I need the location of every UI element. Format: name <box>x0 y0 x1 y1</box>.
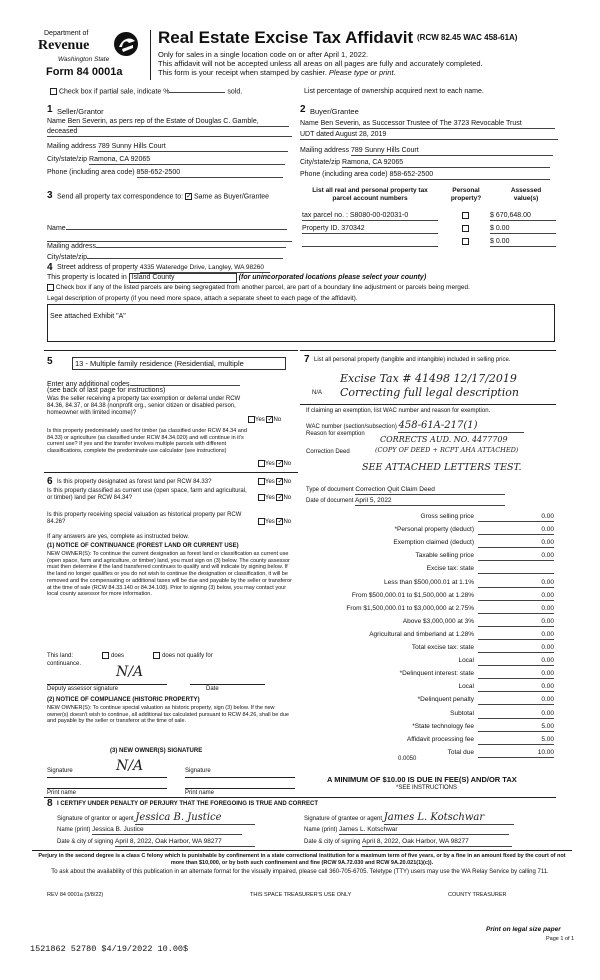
grantee-name-row: Name (print) James L. Kotschwar <box>304 826 509 835</box>
seller-phone-field[interactable]: 858-652-2500 <box>137 169 283 178</box>
q-exemption: Was the seller receiving a property tax exemption or deferral under RCW 84.36, 84.37, or 84.38 (nonprofit org., senior citizen or disabled person, homeowner with limited income)? <box>47 396 241 417</box>
tax-line-value[interactable] <box>478 565 554 574</box>
header-sub3: This form is your receipt when stamped by cashier. Please type or print. <box>158 68 396 77</box>
parcels-col2-header: Personal property? <box>450 187 482 202</box>
q-forest-yesno: Yes ✓ No <box>258 478 291 486</box>
additional-codes-field[interactable] <box>130 378 240 386</box>
section-8-heading: I CERTIFY UNDER PENALTY OF PERJURY THAT THE FOREGOING IS TRUE AND CORRECT <box>57 801 319 807</box>
revenue-label: Revenue <box>38 38 90 53</box>
continuance-label: continuance. <box>47 661 82 667</box>
tax-line-label: From $500,000.01 to $1,500,000 at 1.28% <box>351 591 474 599</box>
tax-line-label: Total due <box>447 748 474 756</box>
tax-line-label: Local <box>458 683 474 691</box>
tax-line-label: Gross selling price <box>420 513 474 520</box>
tax-line-row <box>300 616 556 629</box>
q-exemption-yesno: Yes ✓ No <box>248 416 281 424</box>
tax-line-label: *Delinquent penalty <box>417 696 474 704</box>
print-legal-note: Print on legal size paper <box>486 926 561 933</box>
notice1-title: (1) NOTICE OF CONTINUANCE (FOREST LAND OR CURRENT USE) <box>47 543 239 549</box>
see-instructions: *SEE INSTRUCTIONS <box>396 785 458 791</box>
rev-number: REV 84 0001a (3/8/22) <box>47 892 104 898</box>
tax-line-label: Taxable selling price <box>415 552 474 560</box>
q-forest-yes[interactable] <box>258 478 265 485</box>
buyer-phone-row: Phone (including area code) 858-652-2500 <box>300 171 558 180</box>
section-3-number: 3 <box>47 190 53 201</box>
corr-city-field[interactable] <box>87 251 283 259</box>
tax-line-label: Above $3,000,000 at 3% <box>402 617 474 625</box>
tax-line-value[interactable]: 0.00 <box>478 539 554 548</box>
parcel-row-2-value[interactable]: $ 0.00 <box>490 225 556 234</box>
notice1-text: NEW OWNER(S): To continue the current designation as forest land or classification as current use (open space, farm and agriculture, or timber) land, you must sign on (3) below. The county assessor must then determine if the land transferred continues to qualify and will indicate by signing below. If the land no longer qualifies or you do not wish to continue the designation or classification, it will be removed and the compensating or additional taxes will be due and payable by the seller or transferor at the time of sale (RCW 84.33.140 or 84.34.108). Prior to signing (3) below, you may contact your local county assessor for more information. <box>47 551 292 598</box>
tax-line-label: From $1,500,000.01 to $3,000,000 at 2.75% <box>346 604 474 612</box>
additional-codes-row: Enter any additional codes <box>47 378 240 389</box>
q-timber-yesno: Yes ✓ No <box>258 460 291 468</box>
notice2-text: NEW OWNER(S): To continue special valuation as historic property, sign (3) below. If the new owner(s) doesn't wish to continue, all additional tax calculated pursuant to RCW 84.26, shall be due and payable by the seller or transferor at the time of sale. <box>47 705 289 725</box>
seller-city-field[interactable]: Ramona, CA 92065 <box>89 156 285 165</box>
correction-deed-label: Correction Deed <box>306 449 350 455</box>
seller-phone-row: Phone (including area code) 858-652-2500 <box>47 169 292 178</box>
section-5-number: 5 <box>47 356 53 367</box>
owner-print-label-2: Print name <box>185 790 215 796</box>
parcel-row-2-personal-checkbox[interactable] <box>462 225 469 232</box>
tax-line-label: *Personal property (deduct) <box>394 526 474 534</box>
dept-label: Department of <box>44 30 89 37</box>
section-4-number: 4 <box>47 262 53 273</box>
tax-line-value[interactable]: 0.00 <box>478 696 554 705</box>
grantee-date-field[interactable]: April 8, 2022, Oak Harbor, WA 98277 <box>362 838 512 847</box>
tax-line-row <box>300 563 556 576</box>
page-number: Page 1 of 1 <box>546 936 575 942</box>
tax-line-value[interactable]: 0.00 <box>478 657 554 666</box>
tax-line-row <box>300 603 556 616</box>
grantor-name-field[interactable]: Jessica B. Justice <box>92 826 242 835</box>
q-current-use: Is this property classified as current use (open space, farm and agricultural, or timber) land per RCW 84.34? <box>47 488 247 502</box>
tax-line-row <box>300 747 556 760</box>
treasurer-only: THIS SPACE TREASURER'S USE ONLY <box>250 892 352 898</box>
parcels-col1-header: List all real and personal property tax parcel account numbers <box>312 187 428 202</box>
grantor-date-row: Date & city of signing April 8, 2022, Oak Harbor, WA 98277 <box>57 838 255 847</box>
land-does-checkbox[interactable] <box>102 652 109 659</box>
parcel-row-3-value[interactable]: $ 0.00 <box>490 238 556 247</box>
tax-line-label: *Delinquent interest: state <box>399 670 474 678</box>
land-does-not-checkbox[interactable] <box>153 652 160 659</box>
tax-line-label: Local <box>458 657 474 665</box>
grantor-date-field[interactable]: April 8, 2022, Oak Harbor, WA 98277 <box>115 838 255 847</box>
q-current-use-yes[interactable] <box>258 494 265 501</box>
this-land-row: This land: does does not qualify for <box>47 653 213 660</box>
grantor-name-row: Name (print) Jessica B. Justice <box>57 826 242 835</box>
tax-line-row <box>300 668 556 681</box>
grantee-sig-row: Signature of grantee or agent James L. Kotschwar <box>304 812 514 825</box>
form-rcw: (RCW 82.45 WAC 458-61A) <box>417 33 518 42</box>
corr-name-field[interactable] <box>66 222 287 230</box>
buyer-phone-field[interactable]: 858-652-2500 <box>390 171 550 180</box>
county-row: This property is located in Island County (for unincorporated locations please select your county) <box>47 273 426 283</box>
minimum-due: A MINIMUM OF $10.00 IS DUE IN FEE(S) AND/OR TAX <box>327 775 517 784</box>
notice2-title: (2) NOTICE OF COMPLIANCE (HISTORIC PROPERTY) <box>47 697 200 703</box>
seller-mailing-field[interactable]: 789 Sunny Hills Court <box>98 143 288 152</box>
tax-line-value[interactable]: 0.00 <box>478 644 554 653</box>
tax-line-row <box>300 511 556 524</box>
tax-line-row <box>300 681 556 694</box>
wac-row: WAC number (section/subsection) 458-61A-217(1) <box>306 420 524 433</box>
owner-print-label-1: Print name <box>47 790 77 796</box>
seller-city-row: City/state/zip Ramona, CA 92065 <box>47 156 292 165</box>
tax-line-value[interactable]: 5.00 <box>478 736 554 745</box>
segregate-row: Check box if any of the listed parcels are being segregated from another parcel, are part of a boundary line adjustment or parcels being merged. <box>47 284 470 292</box>
see-attached-handwritten: SEE ATTACHED LETTERS TEST. <box>362 462 522 473</box>
section-1-number: 1 <box>47 104 53 115</box>
tax-line-label: Less than $500,000.01 at 1.1% <box>384 578 474 586</box>
parcels-col3-header: Assessed value(s) <box>510 187 542 202</box>
grantor-signature[interactable]: Jessica B. Justice <box>135 812 255 825</box>
q-exemption-yes[interactable] <box>248 416 255 423</box>
q-timber-yes[interactable] <box>258 460 265 467</box>
tax-line-row <box>300 577 556 590</box>
partial-sale-checkbox[interactable] <box>50 88 57 95</box>
section-6-number: 6 <box>47 476 53 487</box>
section-3-heading: Send all property tax correspondence to: ✓ Same as Buyer/Grantee <box>57 193 269 202</box>
q-historic-yes[interactable] <box>258 518 265 525</box>
section-7-heading: List all personal property (tangible and intangible) included in selling price. <box>314 357 511 363</box>
tax-line-value[interactable]: 5.00 <box>478 723 554 732</box>
doc-date-row: Date of document April 5, 2022 <box>306 497 505 506</box>
tax-line-value[interactable]: 0.00 <box>478 631 554 640</box>
street-field[interactable]: 4335 Wateredge Drive, Langley, WA 98260 <box>140 264 270 273</box>
q-historic-yesno: Yes ✓ No <box>258 518 291 526</box>
same-as-buyer-checkbox[interactable] <box>185 193 192 200</box>
reason-handwritten: CORRECTS AUD. NO. 4477709 <box>380 435 508 444</box>
tax-line-value[interactable]: 0.00 <box>478 592 554 601</box>
buyer-city-field[interactable]: Ramona, CA 92065 <box>342 159 550 168</box>
reason-label: Reason for exemption <box>306 431 365 437</box>
parcel-row-2-label[interactable]: Property ID. 370342 <box>302 225 438 234</box>
tax-line-row <box>300 694 556 707</box>
section-2-number: 2 <box>300 104 306 115</box>
exemption-label: If claiming an exemption, list WAC number and reason for exemption. <box>306 408 491 414</box>
section-7-handwritten-2: Correcting full legal description <box>340 386 519 399</box>
county-treasurer: COUNTY TREASURER <box>448 892 507 898</box>
tax-line-value[interactable]: 0.00 <box>478 513 554 522</box>
section-7-number: 7 <box>304 354 310 365</box>
tax-line-value[interactable]: 10.00 <box>478 749 554 758</box>
parcel-row-1-personal-checkbox[interactable] <box>462 212 469 219</box>
tax-line-row <box>300 642 556 655</box>
assessor-na-handwritten: N/A <box>116 664 144 680</box>
buyer-heading: Buyer/Grantee <box>310 107 359 116</box>
state-label: Washington State <box>58 56 110 63</box>
dor-logo-icon <box>113 31 139 57</box>
tax-line-value[interactable]: 0.00 <box>478 618 554 627</box>
doc-date-field[interactable]: April 5, 2022 <box>355 497 505 506</box>
section-7-na: N/A <box>312 390 323 396</box>
tax-line-label: Total excise tax: state <box>411 644 474 651</box>
legal-description-text: See attached Exhibit "A" <box>50 313 126 320</box>
percentage-note: List percentage of ownership acquired next to each name. <box>304 88 484 95</box>
seller-name-row: Name Ben Severin, as pers rep of the Estate of Douglas C. Gamble, <box>47 118 292 127</box>
parcel-row-3-personal-checkbox[interactable] <box>462 238 469 245</box>
tax-line-value[interactable]: 0.00 <box>478 605 554 614</box>
seller-mailing-row: Mailing address 789 Sunny Hills Court <box>47 143 292 152</box>
buyer-city-row: City/state/zip Ramona, CA 92065 <box>300 159 558 168</box>
tax-line-label: Agricultural and timberland at 1.28% <box>369 630 474 638</box>
buyer-mailing-row: Mailing address 789 Sunny Hills Court <box>300 147 558 156</box>
tax-line-value[interactable]: 0.00 <box>478 710 554 719</box>
doc-type-row: Type of document Correction Quit Claim Deed <box>306 486 505 495</box>
perjury-notice: Perjury in the second degree is a class C felony which is punishable by confinement in a state correctional institution for a maximum term of five years, or by a fine in an amount fixed by the court of not more than $10,000, or by both such confinement and fine (RCW 9A.72.030 and RCW 9A.20.021(1)(c)). <box>38 853 566 866</box>
form-title: Real Estate Excise Tax Affidavit <box>158 28 414 47</box>
legal-description-box[interactable] <box>47 304 555 342</box>
doc-type-field[interactable]: Correction Quit Claim Deed <box>355 486 505 495</box>
parcel-row-3-label[interactable] <box>302 238 438 247</box>
section-7-handwritten-1: Excise Tax # 41498 12/17/2019 <box>340 372 517 385</box>
see-back-note: (see back of last page for instructions) <box>47 387 166 394</box>
q-current-use-yesno: Yes ✓ No <box>258 494 291 502</box>
corr-mailing-field[interactable] <box>96 240 286 248</box>
buyer-mailing-field[interactable]: 789 Sunny Hills Court <box>351 147 553 156</box>
tax-line-row <box>300 590 556 603</box>
section-8-number: 8 <box>47 798 53 809</box>
tax-line-row <box>300 550 556 563</box>
tax-line-row <box>300 721 556 734</box>
tax-line-label: Affidavit processing fee <box>406 735 474 743</box>
tax-line-value[interactable]: 0.00 <box>478 683 554 692</box>
tax-line-label: Excise tax: state <box>426 565 474 573</box>
deputy-date-label: Date <box>206 686 219 692</box>
owner-sig-label-1: Signature <box>47 768 73 774</box>
header-sub1: Only for sales in a single location code on or after April 1, 2022. <box>158 50 369 59</box>
tax-line-value[interactable]: 0.00 <box>478 552 554 561</box>
accessibility-notice: To ask about the availability of this publication in an alternate format for the visually impaired, please call 360-705-6705. Teletype (TTY) users may use the WA Relay Service by calling 711. <box>51 869 549 875</box>
tax-line-row <box>300 655 556 668</box>
tax-line-row <box>300 708 556 721</box>
corr-name-row: Name <box>47 222 292 233</box>
tax-line-value[interactable]: 0.00 <box>478 579 554 588</box>
tax-line-value[interactable]: 0.00 <box>478 670 554 679</box>
grantee-signature[interactable]: James L. Kotschwar <box>384 812 514 825</box>
parcel-row-1-value[interactable]: $ 670,648.00 <box>490 212 556 221</box>
segregate-checkbox[interactable] <box>47 284 54 291</box>
q-forest: Is this property designated as forest land per RCW 84.33? <box>57 479 212 485</box>
seller-name-field-2[interactable]: deceased <box>47 128 292 137</box>
seller-heading: Seller/Grantor <box>57 107 104 116</box>
tax-line-row <box>300 524 556 537</box>
partial-sale-row: Check box if partial sale, indicate % sold. <box>50 88 242 97</box>
buyer-name-field-2[interactable]: UDT dated August 28, 2019 <box>300 131 558 140</box>
grantee-name-field[interactable]: James L. Kotschwar <box>339 826 509 835</box>
notice3-title: (3) NEW OWNER(S) SIGNATURE <box>110 748 203 754</box>
local-rate: 0.0050 <box>398 756 417 762</box>
street-row: Street address of property 4335 Wateredge Drive, Langley, WA 98260 <box>57 264 270 273</box>
corr-mailing-row: Mailing address <box>47 240 292 251</box>
county-select[interactable]: Island County <box>129 273 237 283</box>
tax-line-label: Subtotal <box>450 709 474 717</box>
if-yes-note: If any answers are yes, complete as instructed below. <box>47 534 190 540</box>
wac-field[interactable]: 458-61A-217(1) <box>398 420 524 433</box>
tax-line-value[interactable]: 0.00 <box>478 526 554 535</box>
buyer-name-field[interactable]: Ben Severin, as Successor Trustee of The 3723 Revocable Trust <box>321 120 555 129</box>
header-sub2: This affidavit will not be accepted unless all areas on all pages are fully and accurately completed. <box>158 59 483 68</box>
seller-name-field[interactable]: Ben Severin, as pers rep of the Estate of Douglas C. Gamble, <box>68 118 289 127</box>
buyer-name-row: Name Ben Severin, as Successor Trustee of The 3723 Revocable Trust <box>300 120 558 129</box>
parcel-row-1-label[interactable]: tax parcel no. : S8080-00-02031-0 <box>302 212 438 221</box>
grantee-date-row: Date & city of signing April 8, 2022, Oak Harbor, WA 98277 <box>304 838 512 847</box>
tax-line-row <box>300 629 556 642</box>
tax-line-row <box>300 734 556 747</box>
tax-line-label: *State technology fee <box>412 722 474 730</box>
tax-line-row <box>300 537 556 550</box>
grantor-sig-row: Signature of grantor or agent Jessica B. Justice <box>57 812 255 825</box>
form-number: Form 84 0001a <box>46 66 123 78</box>
deputy-sig-label: Deputy assessor signature <box>47 686 119 692</box>
corr-city-row: City/state/zip <box>47 251 292 262</box>
correction-handwritten: (COPY OF DEED + RCPT AHA ATTACHED) <box>375 446 519 454</box>
new-owner-sig-handwritten: N/A <box>116 758 144 774</box>
q-historic: Is this property receiving special valuation as historical property per RCW 84.26? <box>47 512 242 526</box>
land-use-code-select[interactable]: 13 - Multiple family residence (Residential, multiple <box>72 357 286 370</box>
legal-label: Legal description of property (if you need more space, attach a separate sheet to each page of the affidavit). <box>47 295 358 302</box>
q-timber: Is this property predominately used for timber (as classified under RCW 84.34 and 84.33) or agriculture (as classified under RCW 84.34.020) and will continue in it's current use? If yes and the transfer involves multiple parcels with different classifications, complete the predominate use calculator (see instructions) <box>47 428 247 454</box>
tax-line-label: Exemption claimed (deduct) <box>393 539 474 547</box>
recording-stamp: 1521862 52780 $4/19/2022 10.00$ <box>30 944 189 954</box>
owner-sig-label-2: Signature <box>185 768 211 774</box>
